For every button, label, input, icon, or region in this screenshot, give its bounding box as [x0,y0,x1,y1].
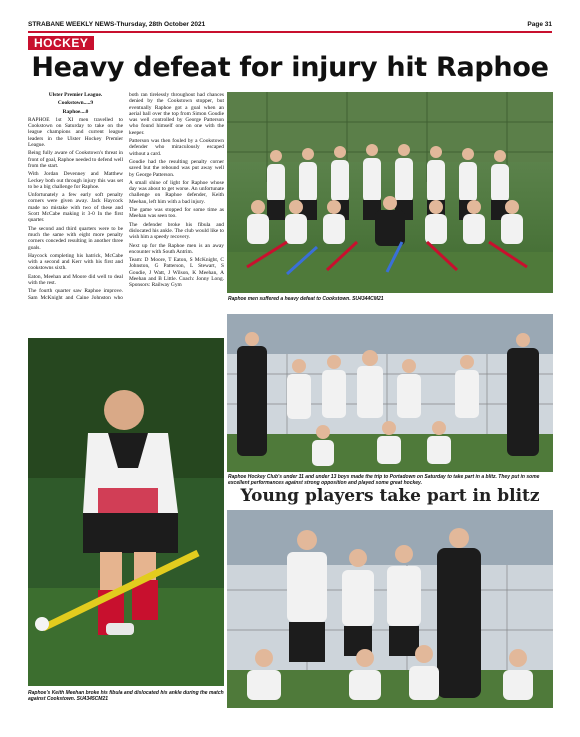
team-photo-image [227,92,553,293]
story-paragraph: The defender broke his fibula and dislocated his ankle. The club would like to wish him a speedy recovery. [129,221,224,241]
story-league: Ulster Premier League. [48,92,103,98]
story-paragraph: Unfortunately a few early soft penalty corners were given away. Jack Haycock made no mistake with two of these and Scott McCabe making it 3-0 In the first quarter. [28,192,123,224]
section-tag: HOCKEY [28,36,94,50]
team-photo-caption: Raphoe men suffered a heavy defeat to Cookstown. SU4344CM21 [228,296,384,302]
team-photo [227,92,553,293]
youth-photo-top [227,314,553,472]
story-paragraph: Haycock completing his hatrick, McCabe with a second and Kerr with his first and cookstowns sixth. [28,252,123,272]
story-paragraph: Team: D Moore, T Eaton, S McKnight, C Johnston, G Patterson, L Stewart, S Goudie, J Watt, J Wilson, K Meehan, A Meehan and B Little. Coach: Jonny Long. Sponsors: Railway Gym [129,257,224,289]
story-paragraph: With Jordan Devenney and Matthew Leckey both out through injury this was set to be a big challenge for Raphoe. [28,171,123,190]
story-body [28,92,224,350]
story-paragraph: The game was stopped for some time as Meehan was seen too. [129,207,224,220]
story-paragraph: Being fully aware of Cookstown's threat in front of goal, Raphoe needed to defend well from the start. [28,150,123,169]
story-paragraph: The fourth quarter saw Raphoe improve. Sam McKnight and Caine Johnston who both ran tirelessly throughout had chances denied by the Cookstown stopper, but eventually Raphoe got a goal when an aerial ball over the top from Simon Goudie was well controlled by George Patterson who found himself one on one with the keeper. [28,92,224,301]
story-paragraph: Patterson was then fouled by a Cookstown defender who miraculously escaped without a card. [129,138,224,157]
story-paragraph: Goudie had the resulting penalty corner saved but the rebound was put away well by George Patterson. [129,158,224,178]
story-paragraph: Next up for the Raphoe men is an away encounter with South Antrim. [129,242,224,255]
youth-photo-top-image [227,314,553,472]
story-score-home: Cookstown.....9 [57,100,94,107]
youth-photo-bottom [227,510,553,708]
masthead [28,18,552,30]
meehan-photo-image [28,338,224,686]
subheadline: Young players take part in blitz [240,486,540,506]
page-number: Page 31 [527,20,552,28]
meehan-photo [28,338,224,686]
story-paragraph: RAPHOE 1st XI men travelled to Cookstown on Saturday to take on the league champions and current league leaders in the Ulster Hockey Premier League. [28,116,123,149]
story-paragraph: A small shine of light for Raphoe whose day was about to get worse. An unfortunate challenge on Raphoe defender, Keith Meehan, left him with a bad injury. [129,179,224,205]
story-score-away: Raphoe....0 [62,108,89,115]
story-paragraph: The second and third quarters were to be much the same with eight more penalty corners conceded resulting in another three goals. [28,225,123,251]
story-paragraph: Eaton, Meehan and Moore did well to deal with the rest. [28,273,123,287]
masthead-date: STRABANE WEEKLY NEWS-Thursday, 28th October 2021 [28,20,206,28]
meehan-photo-caption: Raphoe's Keith Meehan broke his fibula and dislocated his ankle during the match against Cookstown. SU4345CM21 [28,690,224,702]
headline: Heavy defeat for injury hit Raphoe [31,52,549,83]
youth-photo-bottom-image [227,510,553,708]
youth-photo-caption: Raphoe Hockey Club's under 11 and under 13 boys made the trip to Portadown on Saturday to take part in a blitz. They put in some excellent performances against strong opposition and played some great hockey. [228,474,540,486]
masthead-rule [28,31,552,33]
